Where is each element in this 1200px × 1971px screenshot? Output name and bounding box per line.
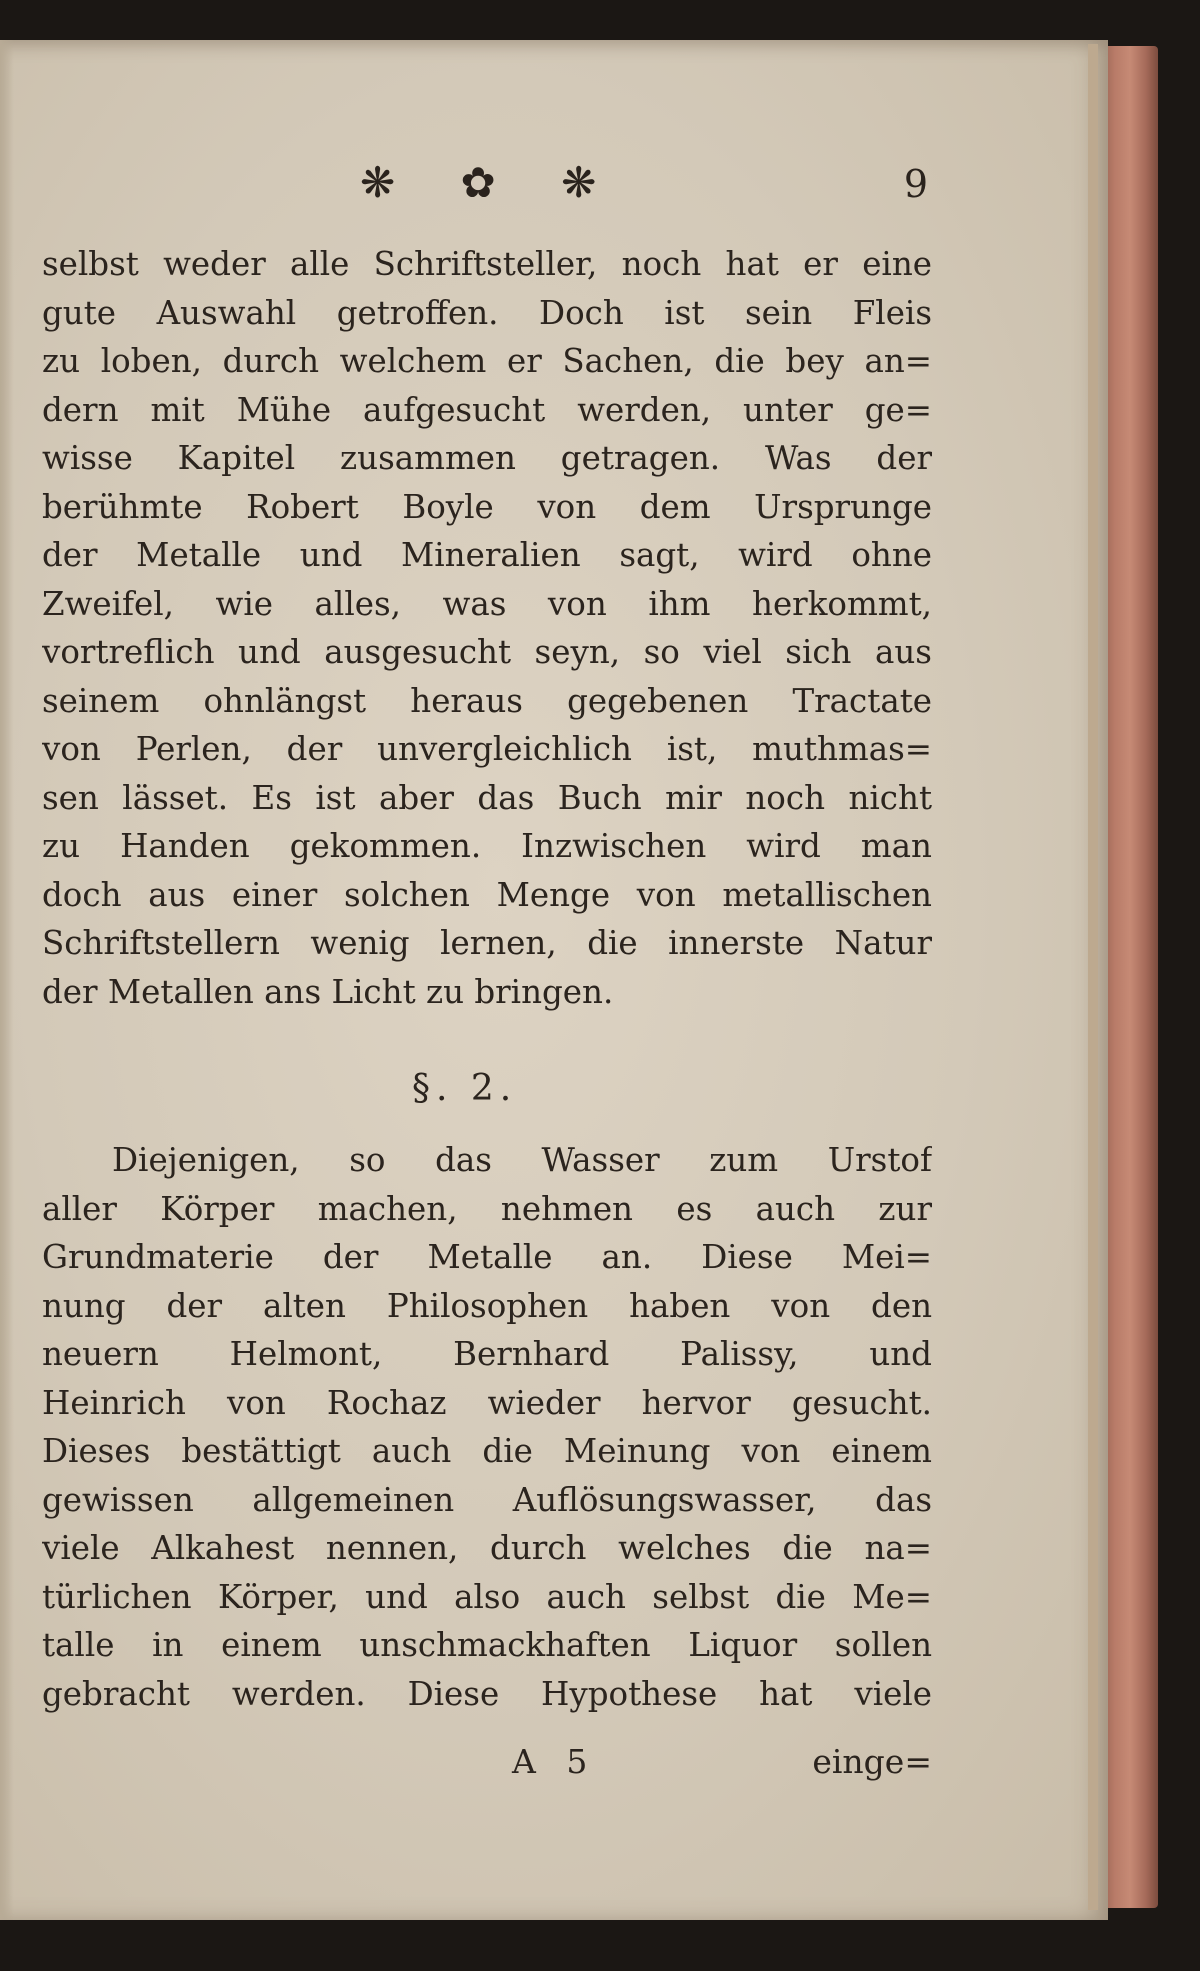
text-line: Dieses bestättigt auch die Meinung von einem: [42, 1432, 932, 1470]
text-line: Zweifel, wie alles, was von ihm herkommt,: [42, 584, 932, 623]
text-line: der Metallen ans Licht zu bringen.: [42, 972, 614, 1011]
text-line: Diejenigen, so das Wasser zum Urstof: [112, 1141, 932, 1179]
text-line: gute Auswahl getroffen. Doch ist sein Fleis: [42, 293, 932, 332]
text-line: berühmte Robert Boyle von dem Ursprunge: [42, 487, 932, 526]
text-line: nung der alten Philosophen haben von den: [42, 1286, 932, 1325]
text-line: zu loben, durch welchem er Sachen, die bey an=: [42, 342, 932, 380]
gutter-shadow: [0, 40, 14, 1920]
section-heading: §. 2.: [412, 1068, 518, 1109]
text-line: Schriftstellern wenig lernen, die innerste Natur: [42, 924, 932, 962]
catchword: einge=: [812, 1742, 932, 1781]
text-line: von Perlen, der unvergleichlich ist, muthmas=: [42, 730, 932, 768]
text-line: talle in einem unschmackhaften Liquor sollen: [42, 1626, 932, 1664]
text-line: wisse Kapitel zusammen getragen. Was der: [42, 439, 932, 477]
text-line: neuern Helmont, Bernhard Palissy, und: [42, 1335, 932, 1373]
text-line: sen lässet. Es ist aber das Buch mir noch nicht: [42, 778, 932, 817]
page-number: 9: [903, 162, 928, 206]
text-line: doch aus einer solchen Menge von metallischen: [42, 875, 932, 914]
text-line: selbst weder alle Schriftsteller, noch hat er eine: [42, 245, 932, 283]
text-line: vortreflich und ausgesucht seyn, so viel sich aus: [42, 633, 932, 671]
text-line: viele Alkahest nennen, durch welches die na=: [42, 1529, 932, 1567]
text-line: gewissen allgemeinen Auflösungswasser, das: [42, 1480, 932, 1519]
text-line: der Metalle und Mineralien sagt, wird ohne: [42, 536, 932, 574]
text-line: aller Körper machen, nehmen es auch zur: [42, 1189, 932, 1228]
text-line: Heinrich von Rochaz wieder hervor gesucht.: [42, 1383, 932, 1422]
running-header: [360, 158, 940, 214]
paragraph-1: [42, 240, 932, 1016]
header-ornament: ❋ ✿ ❋: [360, 158, 623, 207]
paragraph-2: [42, 1136, 932, 1718]
text-line: Grundmaterie der Metalle an. Diese Mei=: [42, 1238, 932, 1276]
text-line: dern mit Mühe aufgesucht werden, unter ge=: [42, 390, 932, 429]
page-footer: [42, 1742, 932, 1792]
text-line: türlichen Körper, und also auch selbst die Me=: [42, 1577, 932, 1616]
text-line: gebracht werden. Diese Hypothese hat viele: [42, 1674, 932, 1713]
page-edge-paper: [1088, 44, 1098, 1910]
text-line: seinem ohnlängst heraus gegebenen Tractate: [42, 681, 932, 720]
signature-mark: A 5: [512, 1742, 598, 1781]
text-line: zu Handen gekommen. Inzwischen wird man: [42, 827, 932, 865]
